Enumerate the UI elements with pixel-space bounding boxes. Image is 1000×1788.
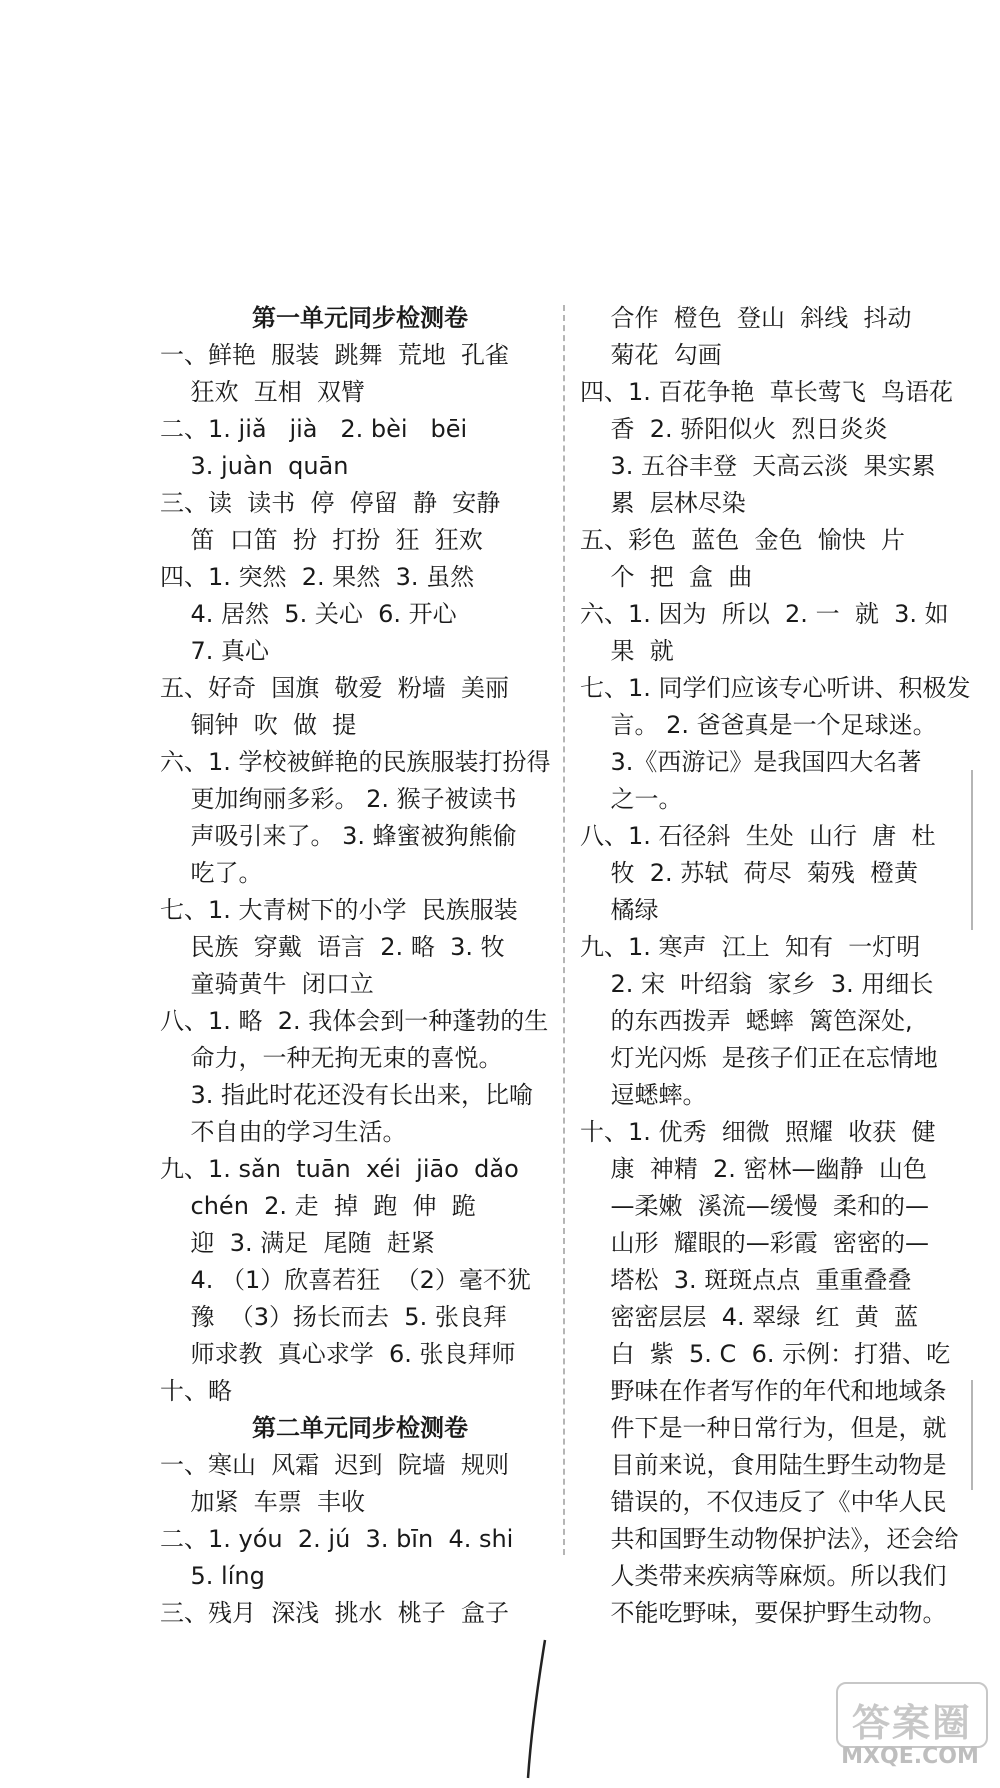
watermark-logo [836,1682,984,1774]
answer-line: 4. 居然 5. 关心 6. 开心 [160,600,457,628]
answer-line: 吃了。 [160,859,263,887]
answer-line: 命力，一种无拘无束的喜悦。 [160,1044,503,1072]
answer-line: chén 2. 走 掉 跑 伸 跪 [160,1192,476,1220]
answer-line: 逗蟋蟀。 [580,1081,707,1109]
answer-line: 六、1. 因为 所以 2. 一 就 3. 如 [580,600,949,628]
answer-line: 狂欢 互相 双臂 [160,378,366,406]
answer-line: 十、1. 优秀 细微 照耀 收获 健 [580,1118,936,1146]
answer-line: 塔松 3. 斑斑点点 重重叠叠 [580,1266,912,1294]
answer-line: 二、1. jiǎ jià 2. bèi bēi [160,415,468,443]
answer-line: 不能吃野味，要保护野生动物。 [580,1599,947,1627]
answer-line: 5. líng [160,1562,265,1590]
answer-line: 三、读 读书 停 停留 静 安静 [160,489,501,517]
answer-line: 二、1. yóu 2. jú 3. bīn 4. shi [160,1525,514,1553]
answer-line: 橘绿 [580,896,659,924]
answer-line: 密密层层 4. 翠绿 红 黄 蓝 [580,1303,919,1331]
answer-line: 五、彩色 蓝色 金色 愉快 片 [580,526,906,554]
answer-line: 四、1. 百花争艳 草长莺飞 鸟语花 [580,378,954,406]
answer-line: 言。 2. 爸爸真是一个足球迷。 [580,711,937,739]
answer-line: 目前来说，食用陆生野生动物是 [580,1451,947,1479]
answer-line: 不自由的学习生活。 [160,1118,407,1146]
answer-line: 7. 真心 [160,637,270,665]
watermark-logo-text: 答案圈 [851,1701,972,1745]
answer-line: 笛 口笛 扮 打扮 狂 狂欢 [160,526,483,554]
answer-line: 康 神精 2. 密林—幽静 山色 [580,1155,927,1183]
answer-line: 六、1. 学校被鲜艳的民族服装打扮得 [160,748,551,776]
answer-line: 果 就 [580,637,674,665]
answer-line: 三、残月 深浅 挑水 桃子 盒子 [160,1599,510,1627]
answer-line: 更加绚丽多彩。 2. 猴子被读书 [160,785,517,813]
answer-line: 九、1. sǎn tuān xéi jiāo dǎo [160,1155,519,1183]
answer-line: 八、1. 石径斜 生处 山行 唐 杜 [580,822,936,850]
answer-line: 师求教 真心求学 6. 张良拜师 [160,1340,516,1368]
answer-line: 四、1. 突然 2. 果然 3. 虽然 [160,563,475,591]
watermark-badge [836,1682,988,1748]
answer-line: 八、1. 略 2. 我体会到一种蓬勃的生 [160,1007,549,1035]
answer-line: 豫 （3）扬长而去 5. 张良拜 [160,1303,507,1331]
answer-line: 3. juàn quān [160,452,349,480]
answer-line: 七、1. 大青树下的小学 民族服装 [160,896,518,924]
answer-line: 加紧 车票 丰收 [160,1488,366,1516]
answer-line: 菊花 勾画 [580,341,722,369]
answer-line: 五、好奇 国旗 敬爱 粉墙 美丽 [160,674,510,702]
answer-line: 十、略 [160,1377,232,1405]
answer-line: 累 层林尽染 [580,489,746,517]
watermark-url: MXQE.COM [841,1744,979,1769]
answer-line: 山形 耀眼的—彩霞 密密的— [580,1229,930,1257]
answer-line: 一、鲜艳 服装 跳舞 荒地 孔雀 [160,341,510,369]
answer-line: 铜钟 吹 做 提 [160,711,357,739]
answer-line: 错误的，不仅违反了《中华人民 [580,1488,947,1516]
answer-line: 合作 橙色 登山 斜线 抖动 [580,304,912,332]
answer-line: 的东西拨弄 蟋蟀 篱笆深处, [580,1007,913,1035]
answer-line: —柔嫩 溪流—缓慢 柔和的— [580,1192,930,1220]
answer-line: 人类带来疾病等麻烦。所以我们 [580,1562,947,1590]
answer-line: 一、寒山 风霜 迟到 院墙 规则 [160,1451,510,1479]
section-title: 第一单元同步检测卷 [252,304,468,332]
section-title: 第二单元同步检测卷 [252,1414,468,1442]
answer-line: 件下是一种日常行为，但是，就 [580,1414,947,1442]
answer-line: 2. 宋 叶绍翁 家乡 3. 用细长 [580,970,934,998]
answer-line: 白 紫 5. C 6. 示例：打猎、吃 [580,1340,951,1368]
answer-line: 香 2. 骄阳似火 烈日炎炎 [580,415,888,443]
answer-line: 牧 2. 苏轼 荷尽 菊残 橙黄 [580,859,919,887]
answer-line: 共和国野生动物保护法》，还会给 [580,1525,959,1553]
answer-line: 3. 指此时花还没有长出来，比喻 [160,1081,534,1109]
answer-line: 迎 3. 满足 尾随 赶紧 [160,1229,435,1257]
answer-line: 之一。 [580,785,683,813]
answer-line: 个 把 盒 曲 [580,563,753,591]
answer-line: 童骑黄牛 闭口立 [160,970,374,998]
answer-line: 七、1. 同学们应该专心听讲、积极发 [580,674,971,702]
answer-line: 灯光闪烁 是孩子们正在忘情地 [580,1044,938,1072]
answer-line: 野味在作者写作的年代和地域条 [580,1377,947,1405]
answer-line: 4. （1）欣喜若狂 （2）毫不犹 [160,1266,531,1294]
answer-line: 3. 五谷丰登 天高云淡 果实累 [580,452,936,480]
answer-line: 声吸引来了。 3. 蜂蜜被狗熊偷 [160,822,517,850]
answer-line: 3.《西游记》是我国四大名著 [580,748,922,776]
answer-line: 九、1. 寒声 江上 知有 一灯明 [580,933,921,961]
answer-line: 民族 穿戴 语言 2. 略 3. 牧 [160,933,505,961]
